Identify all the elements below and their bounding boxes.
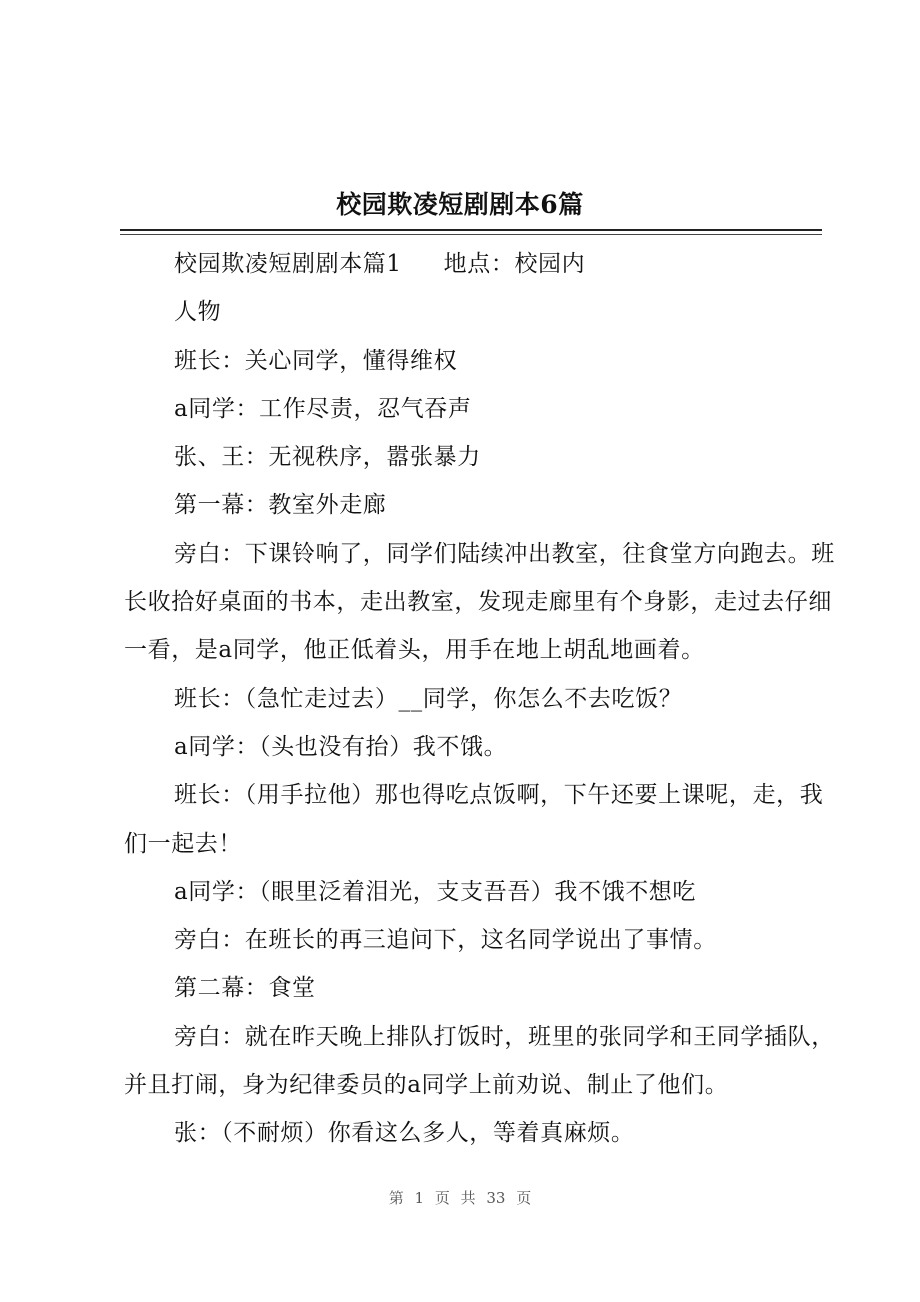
page-number-footer: 第 1 页 共 33 页 — [388, 1189, 532, 1207]
title-divider-thick — [120, 229, 822, 231]
paragraph: 班长：（急忙走过去）__同学，你怎么不去吃饭？ — [174, 685, 683, 712]
paragraph: 张：（不耐烦）你看这么多人，等着真麻烦。 — [174, 1120, 635, 1147]
paragraph: 人物 — [174, 299, 222, 326]
section-heading: 校园欺凌短剧剧本篇1 — [174, 251, 402, 277]
paragraph: 第二幕：食堂 — [174, 975, 316, 1002]
paragraph: 第一幕：教室外走廊 — [174, 492, 387, 519]
paragraph: 旁白：就在昨天晚上排队打饭时，班里的张同学和王同学插队，并且打闹，身为纪律委员的a同学上前劝说、制止了他们。 — [124, 1023, 835, 1099]
paragraph: a同学：（头也没有抬）我不饿。 — [174, 733, 508, 760]
paragraph: a同学：工作尽责，忍气吞声 — [174, 395, 472, 422]
paragraph: 旁白：下课铃响了，同学们陆续冲出教室，往食堂方向跑去。班长收拾好桌面的书本，走出教室，发现走廊里有个身影，走过去仔细一看，是a同学，他正低着头，用手在地上胡乱地画着。 — [124, 540, 835, 664]
paragraph: 旁白：在班长的再三追问下，这名同学说出了事情。 — [174, 927, 717, 954]
paragraph: 张、王：无视秩序，嚣张暴力 — [174, 444, 481, 471]
title-divider-thin — [120, 234, 822, 235]
paragraph: 班长：（用手拉他）那也得吃点饭啊，下午还要上课呢，走，我们一起去！ — [124, 782, 824, 857]
paragraph-heading — [124, 240, 836, 288]
document-title: 校园欺凌短剧剧本6篇 — [336, 190, 584, 219]
paragraph: a同学：（眼里泛着泪光，支支吾吾）我不饿不想吃 — [174, 878, 697, 905]
document-body — [124, 240, 836, 1158]
location-note: 地点：校园内 — [443, 251, 586, 277]
paragraph: 班长：关心同学，懂得维权 — [174, 347, 458, 374]
